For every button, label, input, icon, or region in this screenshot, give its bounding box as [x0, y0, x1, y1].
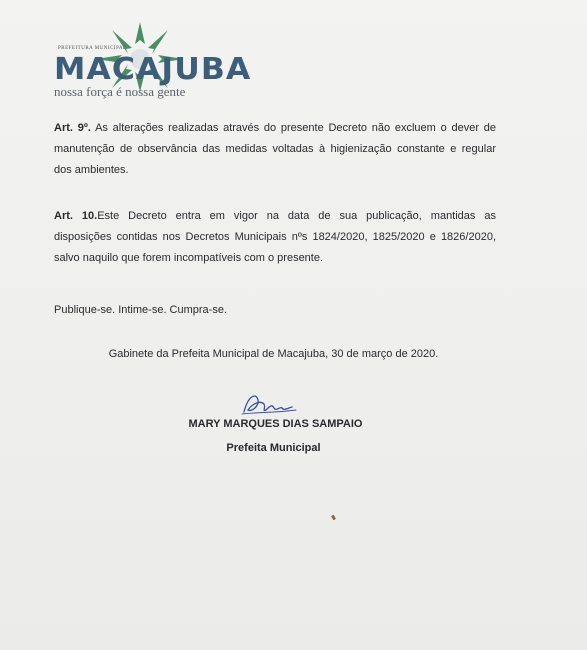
place-and-date: Gabinete da Prefeita Municipal de Macajuba, 30 de março de 2020. — [108, 348, 439, 360]
article-9 — [54, 118, 496, 181]
municipal-logo — [52, 22, 252, 102]
article-9-line-3: dos ambientes. — [54, 164, 129, 176]
logo-tagline: nossa força é nossa gente — [54, 84, 186, 99]
logo-wordmark: MACAJUBA — [54, 52, 252, 87]
article-9-line-1: As alterações realizadas através do presente Decreto não excluem o dever de — [95, 122, 496, 134]
paper-speck — [331, 515, 336, 521]
article-10-line-1: Este Decreto entra em vigor na data de sua publicação, mantidas as — [97, 210, 496, 222]
article-10-line-3: salvo naquilo que forem incompatíveis com o presente. — [54, 252, 324, 264]
signatory-name: MARY MARQUES DIAS SAMPAIO — [188, 418, 363, 430]
article-10-line-2: disposições contidas nos Decretos Municipais nºs 1824/2020, 1825/2020 e 1826/2020, — [54, 231, 496, 243]
signatory-title: Prefeita Municipal — [226, 442, 321, 454]
article-10-label: Art. 10. — [54, 210, 98, 222]
closing-formula: Publique-se. Intime-se. Cumpra-se. — [54, 304, 228, 316]
article-9-line-2: manutenção de observância das medidas voltadas à higienização constante e regular — [54, 143, 496, 155]
logo-small-text: PREFEITURA MUNICIPAL — [58, 46, 127, 51]
article-9-label: Art. 9º. — [54, 122, 91, 134]
handwritten-signature — [238, 390, 302, 420]
article-10 — [54, 206, 496, 269]
